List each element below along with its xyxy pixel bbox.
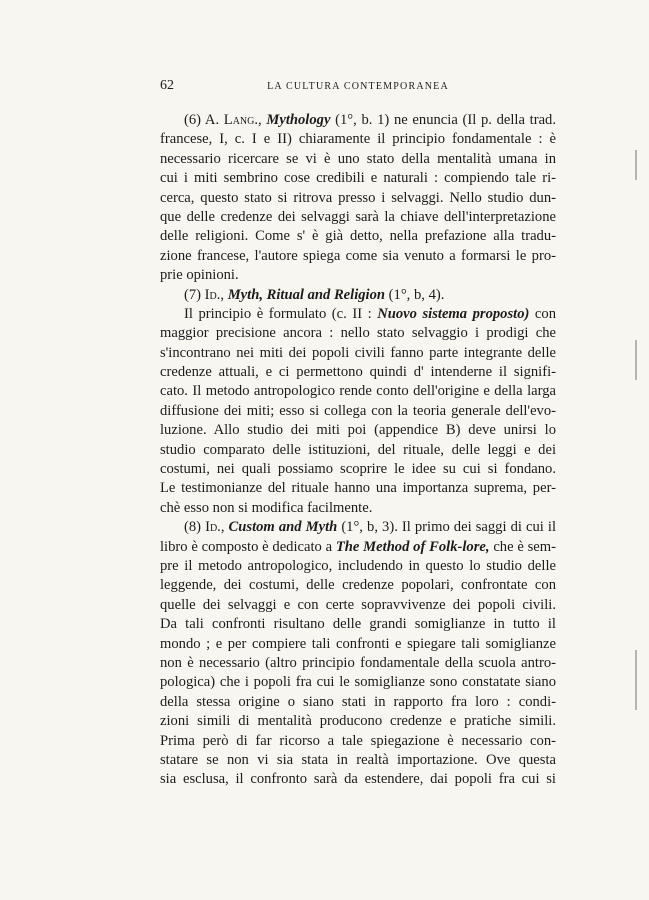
text-line bbox=[160, 732, 556, 751]
text-line bbox=[160, 344, 556, 363]
text-run: (1°, b, 4). bbox=[385, 286, 445, 303]
text-line bbox=[160, 266, 556, 285]
text-run: necessario ricercare se vi è uno stato della mentalità umana in bbox=[160, 150, 556, 167]
text-run: pre il metodo antropologico, includendo in questo lo studio delle bbox=[160, 557, 556, 574]
text-line bbox=[160, 538, 556, 557]
text-run: che è sem- bbox=[489, 538, 556, 555]
page-number: 62 bbox=[160, 78, 174, 93]
text-run: cato. Il metodo antropologico rende conto dell'origine e della larga bbox=[160, 383, 556, 400]
text-run: non è necessario (altro principio fondamentale della scuola antro- bbox=[160, 654, 556, 671]
text-line bbox=[160, 227, 556, 246]
text-run: que delle credenze dei selvaggi sarà la chiave dell'interpretazione bbox=[160, 208, 556, 225]
footnote-text bbox=[160, 111, 556, 790]
text-line bbox=[160, 596, 556, 615]
text-run: Il principio è formulato (c. II : bbox=[184, 305, 378, 322]
author-name: Id. bbox=[204, 286, 221, 303]
text-line bbox=[160, 615, 556, 634]
text-run: Da tali confronti risultano delle grandi somiglianze in tutto il bbox=[160, 616, 556, 633]
text-run: con bbox=[529, 305, 556, 322]
text-run: Le testimonianze del rituale hanno una importanza suprema, per- bbox=[160, 480, 556, 497]
author-name: Lang. bbox=[223, 112, 259, 128]
text-run: (8) bbox=[184, 519, 206, 536]
text-run: , bbox=[220, 286, 228, 303]
text-line bbox=[160, 363, 556, 382]
text-run: statare se non vi sia stata in realtà importazione. Ove questa bbox=[160, 751, 556, 768]
text-run: libro è composto è dedicato a bbox=[160, 538, 336, 555]
text-line bbox=[160, 189, 556, 208]
text-line bbox=[160, 518, 556, 537]
italic-title: Mythology bbox=[266, 112, 331, 128]
text-run: chè esso non si modifica facilmente. bbox=[160, 499, 373, 516]
text-line bbox=[160, 286, 556, 305]
text-run: costumi, nei quali possiamo scoprire le idee su cui si fondano. bbox=[160, 461, 556, 478]
text-run: diffusione dei miti; esso si collega con la teoria generale dell'evo- bbox=[160, 402, 556, 419]
text-line bbox=[160, 693, 556, 712]
text-line bbox=[160, 751, 556, 770]
text-line bbox=[160, 479, 556, 498]
page-header bbox=[160, 78, 556, 98]
text-run: (1°, b, 3). Il primo dei saggi di cui il bbox=[337, 519, 556, 536]
text-run: zioni simili di mentalità producono credenze e pratiche simili. bbox=[160, 713, 556, 730]
text-run: zione francese, l'autore spiega come sia venuto a formarsi le pro- bbox=[160, 247, 556, 264]
text-line bbox=[160, 247, 556, 266]
text-line bbox=[160, 169, 556, 188]
text-run: francese, I, c. I e II) chiaramente il principio fondamentale : è bbox=[160, 131, 556, 148]
text-line bbox=[160, 576, 556, 595]
text-run: cerca, questo stato si ritrova presso i selvaggi. Nello studio dun- bbox=[160, 189, 556, 206]
text-line bbox=[160, 382, 556, 401]
text-run: leggende, dei costumi, delle credenze popolari, confrontate con bbox=[160, 577, 556, 594]
italic-title: Custom and Myth bbox=[228, 519, 338, 536]
text-line bbox=[160, 499, 556, 518]
page-edge-mark bbox=[635, 340, 637, 380]
text-line bbox=[160, 460, 556, 479]
text-run: mondo ; e per compiere tali confronti e spiegare tali somiglianze bbox=[160, 635, 556, 652]
text-run: credenze attuali, e ci permettono quindi d' intenderne il signifi- bbox=[160, 364, 556, 381]
text-run: sia esclusa, il confronto sarà da estendere, dai popoli fra cui si bbox=[160, 771, 556, 788]
text-run: prie opinioni. bbox=[160, 267, 239, 284]
text-line bbox=[160, 770, 556, 789]
text-run: maggior precisione ancora : nello stato selvaggio i prodigi che bbox=[160, 325, 556, 342]
text-run: (6) A. bbox=[184, 112, 224, 128]
text-line bbox=[160, 130, 556, 149]
text-line bbox=[160, 441, 556, 460]
text-run: studio comparato delle istituzioni, del rituale, delle leggi e dei bbox=[160, 441, 556, 458]
text-run: s'incontrano nei miti dei popoli civili fanno parte integrante delle bbox=[160, 344, 556, 361]
text-line bbox=[160, 557, 556, 576]
text-line bbox=[160, 208, 556, 227]
text-line bbox=[160, 712, 556, 731]
text-line bbox=[160, 305, 556, 324]
text-line bbox=[160, 654, 556, 673]
text-run: luzione. Allo studio dei miti poi (appendice B) deve unirsi lo bbox=[160, 422, 556, 439]
text-line bbox=[160, 111, 556, 130]
author-name: Id. bbox=[205, 519, 221, 536]
italic-title: Nuovo sistema proposto) bbox=[377, 305, 530, 322]
text-line bbox=[160, 673, 556, 692]
text-run: (7) bbox=[184, 286, 205, 303]
page-edge-mark bbox=[635, 650, 637, 710]
text-run: Prima però di far ricorso a tale spiegazione è necessario con- bbox=[160, 732, 556, 749]
text-run: , bbox=[258, 112, 267, 128]
italic-title: Myth, Ritual and Religion bbox=[227, 286, 386, 303]
text-line bbox=[160, 402, 556, 421]
text-run: cui i miti sembrino cose credibili e naturali : compiendo tale ri- bbox=[160, 170, 556, 187]
text-line bbox=[160, 324, 556, 343]
text-run: (1°, b. 1) ne enuncia (Il p. della trad. bbox=[330, 112, 556, 128]
text-line bbox=[160, 635, 556, 654]
text-run: , bbox=[220, 519, 229, 536]
text-line bbox=[160, 421, 556, 440]
text-run: della stessa origine o siano stati in rapporto fra loro : condi- bbox=[160, 693, 556, 710]
text-line bbox=[160, 150, 556, 169]
page-edge-mark bbox=[635, 150, 637, 180]
text-run: delle religioni. Come s' è già detto, nella prefazione alla tradu- bbox=[160, 228, 556, 245]
italic-title: The Method of Folk-lore, bbox=[335, 538, 490, 555]
text-run: pologica) che i popoli fra cui le somiglianze sono constatate siano bbox=[160, 674, 556, 691]
text-run: quelle dei selvaggi e con certe sopravvivenze dei popoli civili. bbox=[160, 596, 556, 613]
running-title: LA CULTURA CONTEMPORANEA bbox=[267, 81, 449, 92]
